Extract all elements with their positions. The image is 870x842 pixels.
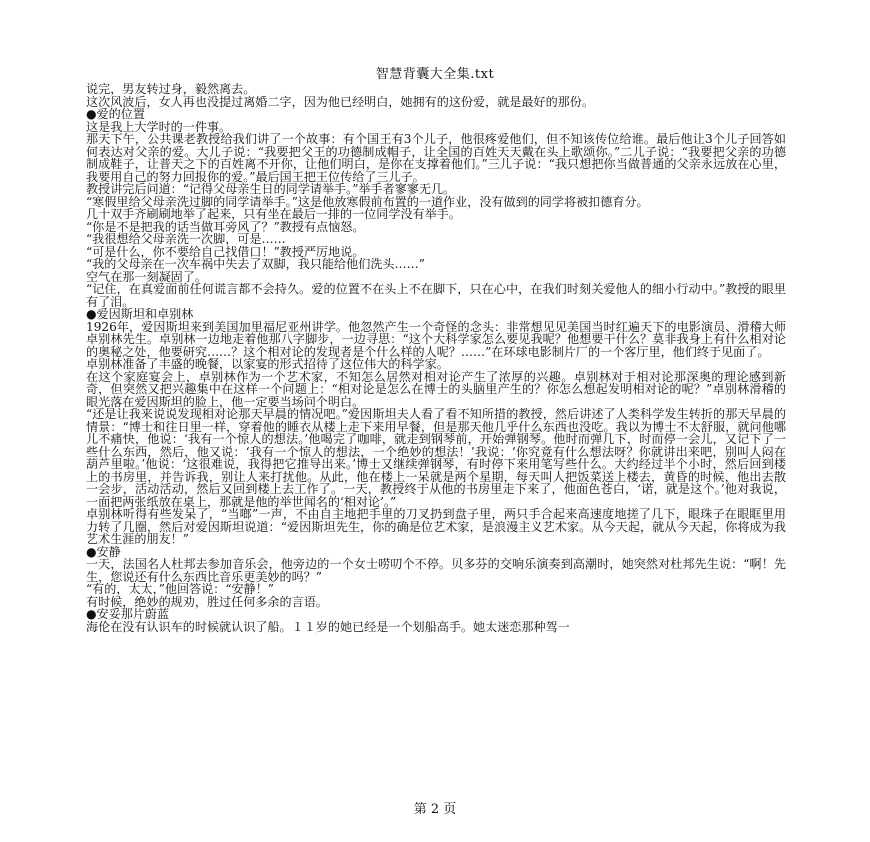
section-heading: ●爱的位置 (86, 107, 145, 121)
paragraph: 空气在那一刻凝固了。 (86, 269, 207, 284)
paragraph: “寒假里给父母亲洗过脚的同学请举手。”这是他放寒假前布置的一道作业，没有做到的同学将被扣德育分。 (86, 194, 649, 209)
section-heading: ●安静 (86, 544, 121, 559)
paragraph: 一天，法国名人杜邦去参加音乐会，他旁边的一个女士唠叨个不停。贝多芬的交响乐演奏到高潮时，她突然对杜邦先生说：“啊！先生，您说还有什么东西比音乐更美妙的吗？” (86, 557, 786, 584)
section-heading: ●安妥那片蔚蓝 (86, 607, 170, 621)
paragraph: 卓别林听得有些发呆了，“当啷”一声，不由自主地把手里的刀叉扔到盘子里，两只手合起来高速度地搓了几下，眼珠子在眼眶里用力转了几圈，然后对爱因斯坦说道：“爱因斯坦先生，你的确是位艺术家，是浪漫主义艺术家。从今天起，就从今天起，你将成为我艺术生涯的朋友！” (86, 507, 786, 546)
paragraph: 卓别林准备了丰盛的晚餐，以家宴的形式招待了这位伟大的科学家。 (86, 357, 449, 371)
paragraph: 说完，男友转过身，毅然离去。 (86, 82, 256, 96)
paragraph: 有时候，绝妙的规劝，胜过任何多余的言语。 (86, 594, 328, 609)
paragraph: 海伦在没有认识车的时候就认识了船。１１岁的她已经是一个划船高手。她太迷恋那种驾一 (86, 619, 570, 634)
section-heading: ●爱因斯坦和卓别林 (86, 307, 194, 321)
paragraph: 那天下午，公共课老教授给我们讲了一个故事：有个国王有3个儿子，他很疼爱他们，但不知该传位给谁。最后他让3个儿子回答如何表达对父亲的爱。大儿子说：“我要把父王的功德制成帽子，让全国的百姓天天戴在头上歌颂你。”二儿子说：“我要把父亲的功德制成鞋子，让普天之下的百姓离不开你，让他们明白，是你在支撑着他们。”三儿子说：“我只想把你当做普通的父亲永远放在心里，我要用自己的努力回报你的爱。”最后国王把王位传给了三儿子。 (86, 132, 786, 184)
paragraph: 这次风波后，女人再也没提过离婚二字，因为他已经明白，她拥有的这份爱，就是最好的那份。 (86, 94, 594, 109)
paragraph: “记住，在真爱面前任何谎言都不会持久。爱的位置不在头上不在脚下，只在心中，在我们时刻关爱他人的细小行动中。”教授的眼里有了泪。 (86, 282, 786, 309)
paragraph: 在这个家庭宴会上，卓别林作为一个艺术家，不知怎么居然对相对论产生了浓厚的兴趣。卓别林对于相对论那深奥的理论感到新奇，但突然又把兴趣集中在这样一个问题上：“相对论是怎么在博士的头脑里产生的？你怎么想起发明相对论的呢？”卓别林滑稽的眼光落在爱因斯坦的脸上，他一定要当场问个明白。 (86, 369, 786, 409)
paragraph: 1926年，爱因斯坦来到美国加里福尼亚州讲学。他忽然产生一个奇怪的念头：非常想见见美国当时红遍天下的电影演员、滑稽大师卓别林先生。卓别林一边地走着他那八字脚步，一边寻思：“这个大科学家怎么要见我呢？他想要干什么？莫非我身上有什么相对论的奥秘之处，他要研究……？这个相对论的发现者是个什么样的人呢？……”在环球电影制片厂的一个客厅里，他们终于见面了。 (86, 319, 786, 359)
paragraph: 这是我上大学时的一件事。 (86, 119, 232, 134)
paragraph: “你是不是把我的话当做耳旁风了？”教授有点恼怒。 (86, 219, 365, 234)
paragraph: “还是让我来说说发现相对论那天早晨的情况吧。”爱因斯坦夫人看了看不知所措的教授，然后讲述了人类科学发生转折的那天早晨的情景：“博士和往日里一样，穿着他的睡衣从楼上走下来用早餐，但是那天他几乎什么东西也没吃。我以为博士不太舒服，就问他哪儿不痛快，他说：‘我有一个惊人的想法。’他喝完了咖啡，就走到钢琴前，开始弹钢琴。他时而弹几下，时而停一会儿，又记下了一些什么东西，然后，他又说：‘我有一个惊人的想法，一个绝妙的想法！’我说：‘你究竟有什么想法呀？你就讲出来吧，别叫人闷在葫芦里啦。’他说：‘这很难说，我得把它推导出来。’博士又继续弹钢琴，有时停下来用笔写些什么。大约经过半个小时，然后回到楼上的书房里，并告诉我，别让人来打扰他。从此，他在楼上一呆就是两个星期，每天叫人把饭菜送上楼去，黄昏的时候，他出去散一会步，活动活动，然后又回到楼上去工作了。一天，教授终于从他的书房里走下来了，他面色苍白，‘诺，就是这个。’他对我说，一面把两张纸放在桌上，那就是他的举世闻名的‘相对论’。” (86, 407, 786, 509)
page-number: 第 2 页 (413, 802, 457, 817)
paragraph: 教授讲完后问道：“记得父母亲生日的同学请举手。”举手者寥寥无几。 (86, 182, 456, 196)
paragraph: “我很想给父母亲洗一次脚，可是…… (86, 232, 286, 246)
paragraph: 几十双手齐刷刷地举了起来，只有坐在最后一排的一位同学没有举手。 (86, 207, 461, 221)
paragraph: “我的父母亲在一次车祸中失去了双脚，我只能给他们洗头……” (86, 257, 425, 271)
document-body (86, 83, 786, 633)
page-header-title: 智慧背囊大全集.txt (375, 67, 495, 82)
paragraph: “有的，太太，”他回答说：“安静！” (86, 582, 274, 596)
paragraph: “可是什么，你不要给自己找借口！”教授严厉地说。 (86, 244, 365, 259)
